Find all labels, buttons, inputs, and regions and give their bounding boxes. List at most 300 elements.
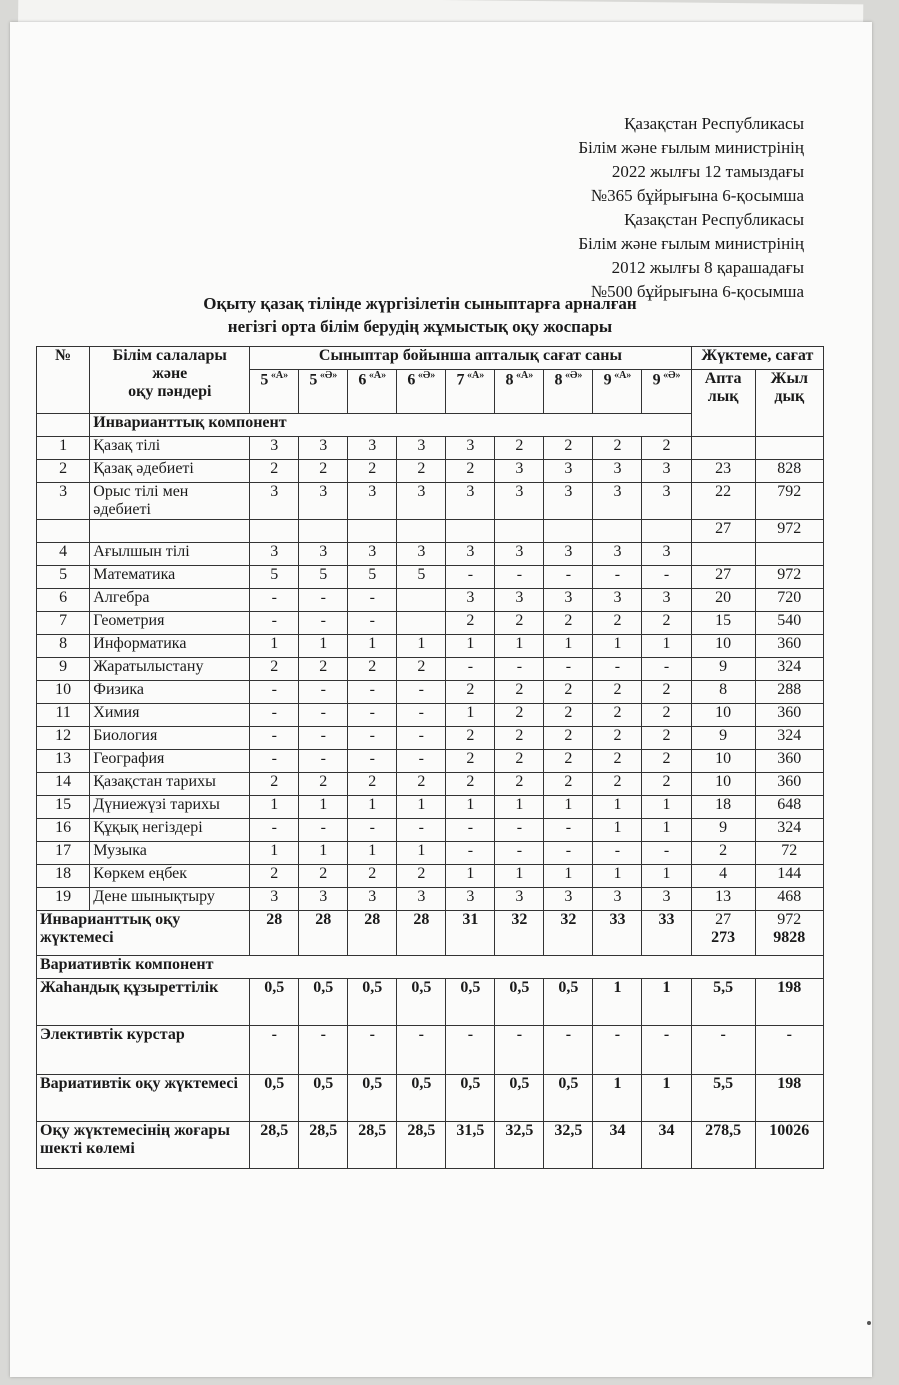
hours-cell: -: [544, 819, 593, 842]
yearly-total: 198: [755, 1075, 823, 1122]
class-number: 9: [603, 371, 612, 389]
value-cell: 31,5: [446, 1122, 495, 1169]
weekly-total: 10: [691, 773, 755, 796]
hours-cell: 3: [642, 589, 691, 612]
weekly-total: 27: [691, 566, 755, 589]
subjects-header-line: оқу пәндері: [128, 383, 212, 400]
class-number: 8: [505, 371, 514, 389]
hours-cell: 1: [299, 635, 348, 658]
yearly-total: 288: [755, 681, 823, 704]
subject-name: Музыка: [90, 842, 250, 865]
hours-cell: 1: [642, 796, 691, 819]
hours-cell: 3: [544, 483, 593, 520]
hours-cell: 1: [299, 842, 348, 865]
hours-cell: 1: [348, 796, 397, 819]
invariant-total-row: [37, 911, 824, 956]
hours-cell: 2: [642, 750, 691, 773]
header-line: Қазақстан Республикасы: [624, 210, 804, 229]
value-cell: 0,5: [299, 979, 348, 1026]
value-cell: 34: [593, 1122, 642, 1169]
row-number: 6: [37, 589, 90, 612]
hours-cell: -: [397, 704, 446, 727]
table-row: [37, 635, 824, 658]
hours-cell: 1: [250, 842, 299, 865]
total-cell: 32: [495, 911, 544, 956]
hours-cell: 1: [642, 635, 691, 658]
table-row: [37, 589, 824, 612]
yearly-total-header: Жыл дық: [755, 370, 823, 437]
hours-cell: 3: [495, 543, 544, 566]
hours-cell: [642, 520, 691, 543]
hours-cell: -: [250, 750, 299, 773]
hours-cell: 5: [348, 566, 397, 589]
hours-cell: -: [299, 819, 348, 842]
value-cell: 0,5: [446, 1075, 495, 1122]
table-row: [37, 842, 824, 865]
subject-name: Қазақстан тарихы: [90, 773, 250, 796]
hours-cell: -: [544, 658, 593, 681]
subject-name: Жаратылыстану: [90, 658, 250, 681]
hours-cell: 2: [250, 460, 299, 483]
weekly-total: 20: [691, 589, 755, 612]
hours-cell: -: [299, 589, 348, 612]
hours-cell: 2: [642, 773, 691, 796]
table-row: [37, 658, 824, 681]
weekly-total: 10: [691, 704, 755, 727]
row-number: 10: [37, 681, 90, 704]
hours-cell: -: [642, 842, 691, 865]
value-cell: -: [397, 1026, 446, 1075]
table-row: [37, 865, 824, 888]
row-number: 16: [37, 819, 90, 842]
table-row: [37, 704, 824, 727]
row-number: 9: [37, 658, 90, 681]
hours-cell: 3: [397, 543, 446, 566]
yearly-total: [755, 437, 823, 460]
hours-cell: [495, 520, 544, 543]
class-letter: «Ә»: [562, 370, 583, 381]
class-number: 9: [652, 371, 661, 389]
hours-cell: [593, 520, 642, 543]
hours-cell: 2: [544, 750, 593, 773]
hours-cell: -: [593, 842, 642, 865]
total-cell: 33: [642, 911, 691, 956]
value-cell: 28,5: [397, 1122, 446, 1169]
hours-cell: -: [593, 566, 642, 589]
class-header: [348, 370, 397, 414]
hours-cell: 1: [593, 819, 642, 842]
hours-cell: 3: [348, 483, 397, 520]
hours-cell: 3: [348, 888, 397, 911]
value-cell: 28,5: [299, 1122, 348, 1169]
hours-cell: 2: [544, 681, 593, 704]
load-header: Жүктеме, сағат: [691, 347, 823, 370]
weekly-total: 13: [691, 888, 755, 911]
hours-cell: 2: [446, 612, 495, 635]
value-cell: -: [348, 1026, 397, 1075]
weekly-total: 278,5: [691, 1122, 755, 1169]
hours-cell: -: [593, 658, 642, 681]
weekly-total-value: 27: [715, 911, 732, 928]
table-row: [37, 566, 824, 589]
value-cell: 1: [593, 979, 642, 1026]
hours-cell: -: [299, 704, 348, 727]
hours-cell: -: [397, 727, 446, 750]
yearly-total: [755, 911, 823, 956]
hours-cell: -: [544, 566, 593, 589]
value-cell: 1: [642, 1075, 691, 1122]
header-line: Қазақстан Республикасы: [624, 114, 804, 133]
hours-cell: 2: [250, 865, 299, 888]
hours-cell: [397, 520, 446, 543]
row-number: 2: [37, 460, 90, 483]
value-cell: 0,5: [250, 979, 299, 1026]
yearly-total: 144: [755, 865, 823, 888]
hours-cell: 3: [495, 888, 544, 911]
class-letter: «А»: [464, 370, 485, 381]
hours-cell: 2: [593, 704, 642, 727]
class-letter: «Ә»: [415, 370, 436, 381]
yearly-total: 360: [755, 635, 823, 658]
row-number: 11: [37, 704, 90, 727]
hours-cell: 1: [397, 635, 446, 658]
hours-cell: 1: [495, 796, 544, 819]
weekly-total: 15: [691, 612, 755, 635]
curriculum-table: [36, 346, 824, 1169]
hours-cell: -: [348, 727, 397, 750]
class-header: [299, 370, 348, 414]
weekly-total-value: 273: [711, 929, 736, 946]
hours-cell: 3: [397, 888, 446, 911]
value-cell: -: [642, 1026, 691, 1075]
hours-cell: 3: [593, 543, 642, 566]
hours-cell: 3: [250, 888, 299, 911]
hours-cell: 3: [446, 543, 495, 566]
table-row: [37, 796, 824, 819]
hours-cell: -: [446, 658, 495, 681]
hours-cell: 2: [593, 750, 642, 773]
yearly-total: 360: [755, 750, 823, 773]
hours-cell: 3: [593, 460, 642, 483]
hours-cell: 2: [495, 773, 544, 796]
hours-cell: 1: [593, 865, 642, 888]
hours-cell: 2: [299, 460, 348, 483]
hours-cell: 3: [593, 483, 642, 520]
hours-cell: -: [397, 750, 446, 773]
hours-cell: 5: [299, 566, 348, 589]
hours-cell: [299, 520, 348, 543]
elective-row: [37, 1026, 824, 1075]
variative-total-row: [37, 1075, 824, 1122]
value-cell: 0,5: [348, 1075, 397, 1122]
class-number: 8: [554, 371, 563, 389]
hours-cell: 3: [299, 437, 348, 460]
hours-cell: 3: [299, 483, 348, 520]
weekly-total: 10: [691, 635, 755, 658]
blank-cell: [37, 414, 90, 437]
col-number-header: №: [37, 347, 90, 414]
hours-cell: 2: [544, 612, 593, 635]
subject-name: Көркем еңбек: [90, 865, 250, 888]
hours-cell: 2: [397, 865, 446, 888]
value-cell: -: [495, 1026, 544, 1075]
class-header: [446, 370, 495, 414]
value-cell: 0,5: [544, 979, 593, 1026]
hours-cell: 3: [495, 589, 544, 612]
table-row: [37, 460, 824, 483]
hours-cell: 2: [299, 773, 348, 796]
hours-cell: 1: [544, 796, 593, 819]
document-title: [160, 292, 680, 338]
title-line: негізгі орта білім берудің жұмыстық оқу жоспары: [227, 317, 613, 336]
hours-cell: 3: [446, 437, 495, 460]
row-number: 1: [37, 437, 90, 460]
hours-cell: -: [348, 589, 397, 612]
hours-cell: 2: [642, 437, 691, 460]
hours-cell: -: [495, 658, 544, 681]
class-header: [544, 370, 593, 414]
weekly-total: [691, 911, 755, 956]
yearly-total: 468: [755, 888, 823, 911]
max-load-row: [37, 1122, 824, 1169]
max-load-row-label: Оқу жүктемесінің жоғары шекті көлемі: [37, 1122, 250, 1169]
hours-cell: 3: [250, 483, 299, 520]
row-number: 13: [37, 750, 90, 773]
weekly-total: 8: [691, 681, 755, 704]
class-letter: «А»: [611, 370, 632, 381]
hours-cell: 2: [495, 437, 544, 460]
table-row: [37, 520, 824, 543]
hours-cell: 5: [397, 566, 446, 589]
weekly-total: 22: [691, 483, 755, 520]
hours-cell: -: [348, 750, 397, 773]
total-cell: 32: [544, 911, 593, 956]
subject-name: Дене шынықтыру: [90, 888, 250, 911]
hours-cell: 3: [642, 483, 691, 520]
subject-name: Информатика: [90, 635, 250, 658]
hours-cell: 3: [446, 888, 495, 911]
hours-cell: 2: [495, 681, 544, 704]
hours-cell: 1: [495, 865, 544, 888]
weekly-total: 9: [691, 727, 755, 750]
row-number: 12: [37, 727, 90, 750]
hours-cell: 1: [446, 635, 495, 658]
approval-header: [384, 112, 804, 304]
hours-cell: -: [250, 612, 299, 635]
hours-cell: 1: [593, 796, 642, 819]
hours-cell: 2: [495, 704, 544, 727]
hours-cell: -: [348, 819, 397, 842]
row-number: 19: [37, 888, 90, 911]
hours-cell: -: [446, 566, 495, 589]
hours-cell: 3: [397, 437, 446, 460]
table-row: [37, 681, 824, 704]
value-cell: 34: [642, 1122, 691, 1169]
table-row: [37, 483, 824, 520]
value-cell: 0,5: [544, 1075, 593, 1122]
hours-cell: 2: [544, 704, 593, 727]
yearly-total: 324: [755, 727, 823, 750]
hours-cell: 3: [642, 888, 691, 911]
hours-cell: 1: [544, 635, 593, 658]
weekly-total: -: [691, 1026, 755, 1075]
hours-cell: -: [446, 819, 495, 842]
hours-cell: [544, 520, 593, 543]
hours-cell: 2: [250, 773, 299, 796]
table-row: [37, 437, 824, 460]
header-line: 2012 жылғы 8 қарашадағы: [611, 258, 804, 277]
hours-cell: 2: [348, 865, 397, 888]
weekly-total: 27: [691, 520, 755, 543]
table-row: [37, 888, 824, 911]
class-number: 6: [358, 371, 367, 389]
total-cell: 28: [250, 911, 299, 956]
hours-cell: 3: [593, 589, 642, 612]
hours-cell: 1: [642, 819, 691, 842]
hours-cell: 2: [642, 681, 691, 704]
hours-cell: -: [250, 727, 299, 750]
hours-cell: -: [642, 566, 691, 589]
invariant-total-label: Инварианттық оқу жүктемесі: [37, 911, 250, 956]
hours-cell: 3: [495, 460, 544, 483]
total-cell: 28: [397, 911, 446, 956]
value-cell: 0,5: [348, 979, 397, 1026]
subject-name: Дүниежүзі тарихы: [90, 796, 250, 819]
hours-cell: 2: [299, 658, 348, 681]
value-cell: 0,5: [446, 979, 495, 1026]
yearly-total: 324: [755, 658, 823, 681]
hours-cell: -: [397, 681, 446, 704]
hours-cell: 2: [593, 681, 642, 704]
class-header: [397, 370, 446, 414]
class-number: 5: [260, 371, 269, 389]
weekly-total-header: Апта лық: [691, 370, 755, 437]
yearly-total: [755, 543, 823, 566]
hours-cell: -: [348, 681, 397, 704]
hours-cell: -: [299, 727, 348, 750]
subject-name: Химия: [90, 704, 250, 727]
hours-cell: 2: [446, 773, 495, 796]
class-header: [495, 370, 544, 414]
hours-cell: 3: [397, 483, 446, 520]
global-competence-row-label: Жаһандық құзыреттілік: [37, 979, 250, 1026]
value-cell: -: [544, 1026, 593, 1075]
hours-cell: 1: [397, 842, 446, 865]
hours-cell: 3: [544, 543, 593, 566]
weekly-total: [691, 543, 755, 566]
class-header: [593, 370, 642, 414]
hours-cell: [250, 520, 299, 543]
yearly-total-value: 9828: [773, 929, 806, 946]
hours-cell: 3: [348, 437, 397, 460]
yearly-total-value: 972: [777, 911, 802, 928]
row-number: 3: [37, 483, 90, 520]
hours-cell: 3: [250, 437, 299, 460]
hours-cell: 3: [250, 543, 299, 566]
value-cell: 0,5: [495, 1075, 544, 1122]
yearly-total: 198: [755, 979, 823, 1026]
weekly-total: 18: [691, 796, 755, 819]
variative-component-label: Вариативтік компонент: [37, 956, 824, 979]
hours-cell: [397, 612, 446, 635]
weekly-total: 23: [691, 460, 755, 483]
subject-name: [90, 520, 250, 543]
total-cell: 28: [348, 911, 397, 956]
col-subjects-header: [90, 347, 250, 414]
weekly-total: 2: [691, 842, 755, 865]
hours-cell: 2: [348, 460, 397, 483]
subject-name: Қазақ әдебиеті: [90, 460, 250, 483]
table-row: [37, 543, 824, 566]
global-competence-row: [37, 979, 824, 1026]
hours-cell: 1: [348, 635, 397, 658]
hours-cell: 2: [593, 437, 642, 460]
title-line: Оқыту қазақ тілінде жүргізілетін сыныптарға арналған: [203, 294, 637, 313]
hours-cell: 3: [348, 543, 397, 566]
hours-cell: 2: [544, 437, 593, 460]
row-number: 17: [37, 842, 90, 865]
hours-cell: 3: [544, 460, 593, 483]
total-cell: 31: [446, 911, 495, 956]
hours-cell: 3: [299, 888, 348, 911]
hours-cell: 1: [593, 635, 642, 658]
subject-name: Геометрия: [90, 612, 250, 635]
hours-cell: 2: [348, 773, 397, 796]
header-line: Білім және ғылым министрінің: [578, 138, 804, 157]
hours-cell: 2: [642, 727, 691, 750]
header-line: 2022 жылғы 12 тамыздағы: [611, 162, 804, 181]
hours-cell: 2: [642, 612, 691, 635]
value-cell: 28,5: [250, 1122, 299, 1169]
hours-cell: 2: [642, 704, 691, 727]
weekly-total: 5,5: [691, 979, 755, 1026]
class-letter: «А»: [268, 370, 289, 381]
hours-cell: 1: [250, 796, 299, 819]
yearly-total: 972: [755, 566, 823, 589]
yearly-total: -: [755, 1026, 823, 1075]
hours-cell: [446, 520, 495, 543]
hours-cell: 2: [446, 460, 495, 483]
class-number: 5: [309, 371, 318, 389]
weekly-total: [691, 437, 755, 460]
yearly-total: 648: [755, 796, 823, 819]
hours-cell: 2: [446, 681, 495, 704]
class-letter: «Ә»: [660, 370, 681, 381]
hours-cell: -: [250, 589, 299, 612]
yearly-total: 720: [755, 589, 823, 612]
value-cell: 0,5: [397, 1075, 446, 1122]
hours-cell: 3: [642, 460, 691, 483]
subject-name: География: [90, 750, 250, 773]
header-line: №365 бұйрығына 6-қосымша: [590, 186, 804, 205]
header-row: [37, 347, 824, 370]
hours-cell: 1: [348, 842, 397, 865]
table-row: [37, 750, 824, 773]
row-number: 18: [37, 865, 90, 888]
subject-name: Ағылшын тілі: [90, 543, 250, 566]
hours-cell: 3: [446, 589, 495, 612]
subject-name: Қазақ тілі: [90, 437, 250, 460]
hours-cell: 2: [495, 727, 544, 750]
hours-cell: 1: [642, 865, 691, 888]
value-cell: 0,5: [397, 979, 446, 1026]
hours-cell: 5: [250, 566, 299, 589]
weekly-total: 4: [691, 865, 755, 888]
hours-cell: 1: [299, 796, 348, 819]
hours-cell: -: [299, 612, 348, 635]
value-cell: -: [299, 1026, 348, 1075]
value-cell: 28,5: [348, 1122, 397, 1169]
